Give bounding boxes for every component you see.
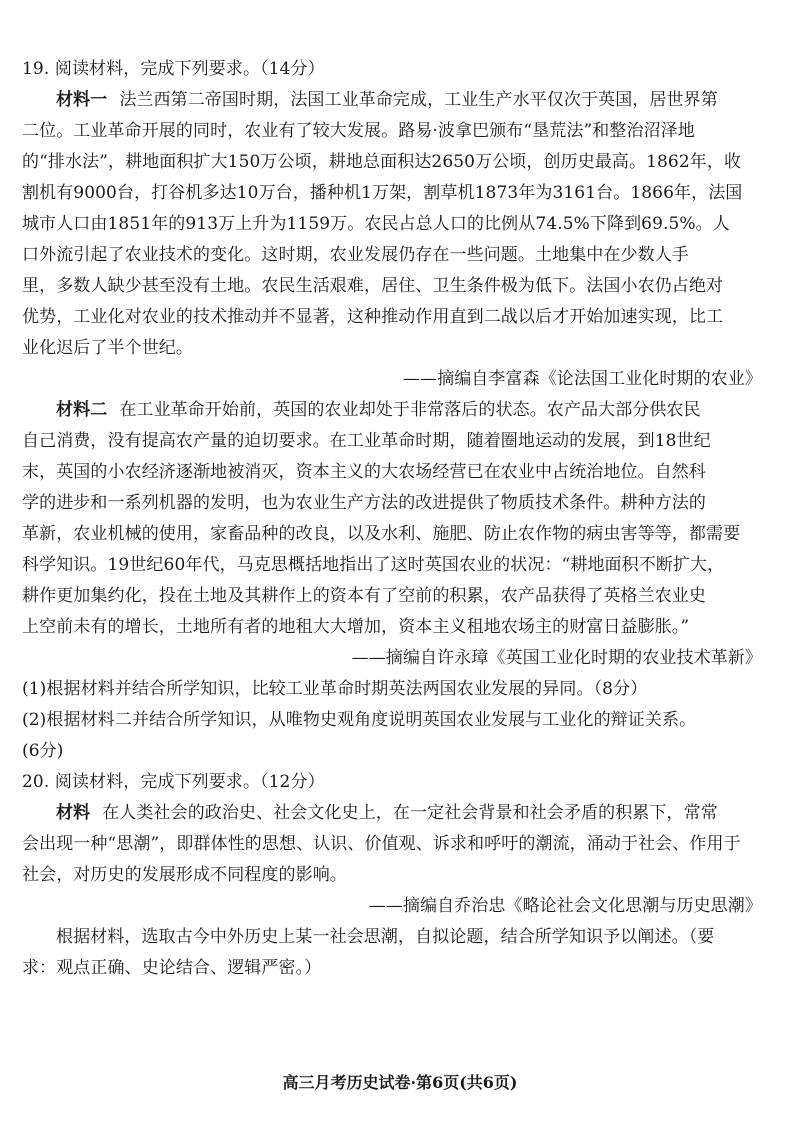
q19-material1-line-3: 的“排水法”，耕地面积扩大150万公顷，耕地总面积达2650万公顷，创历史最高。1862年，收 xyxy=(22,152,742,172)
q19-material1-line-9: 业化迟后了半个世纪。 xyxy=(22,338,193,358)
q20-task-line-2: 求：观点正确、史论结合、逻辑严密。） xyxy=(22,958,322,978)
q20-material-label: 材料 xyxy=(56,803,91,823)
q19-material2-source: ——摘编自许永璋《英国工业化时期的农业技术革新》 xyxy=(351,648,762,668)
q19-material1-line-6: 口外流引起了农业技术的变化。这时期，农业发展仍存在一些问题。土地集中在少数人手 xyxy=(22,245,689,265)
q19-material2-line-6: 科学知识。19世纪60年代，马克思概括地指出了这时英国农业的状况：“耕地面积不断扩大， xyxy=(22,555,725,575)
q19-material1-label: 材料一 xyxy=(56,90,108,110)
q20-material-line-2: 会出现一种“思潮”，即群体性的思想、认识、价值观、诉求和呼吁的潮流，涌动于社会、作用于 xyxy=(22,834,741,854)
q19-subquestion-2-score: (6分) xyxy=(22,741,64,761)
q20-material-source: ——摘编自乔治忠《略论社会文化思潮与历史思潮》 xyxy=(368,896,762,916)
q19-subquestion-1: (1)根据材料并结合所学知识，比较工业革命时期英法两国农业发展的异同。（8分） xyxy=(22,679,648,699)
q19-material1-line-2: 二位。工业革命开展的同时，农业有了较大发展。路易·波拿巴颁布“垦荒法”和整治沼泽地 xyxy=(22,121,695,141)
q19-material1-line-7: 里，多数人缺少甚至没有土地。农民生活艰难，居住、卫生条件极为低下。法国小农仍占绝对 xyxy=(22,276,724,296)
q20-material-line-3: 社会，对历史的发展形成不同程度的影响。 xyxy=(22,865,347,885)
q20-heading: 20. 阅读材料，完成下列要求。（12分） xyxy=(22,772,325,792)
q19-material2-line-7: 耕作更加集约化，投在土地及其耕作上的资本有了空前的积累，农产品获得了英格兰农业史 xyxy=(22,586,706,606)
q19-subquestion-2: (2)根据材料二并结合所学知识，从唯物史观角度说明英国农业发展与工业化的辩证关系。 xyxy=(22,710,697,730)
exam-page xyxy=(22,54,780,984)
q19-material1-line-4: 割机有9000台，打谷机多达10万台，播种机1万架，割草机1873年为3161台。1866年，法国 xyxy=(22,183,743,203)
q20-material-line-1: 材料 在人类社会的政治史、社会文化史上，在一定社会背景和社会矛盾的积累下，常常 xyxy=(56,803,718,823)
q19-material1-line-8: 优势，工业化对农业的技术推动并不显著，这种推动作用直到二战以后才开始加速实现，比工 xyxy=(22,307,724,327)
q19-material2-line-5: 革新，农业机械的使用，家畜品种的改良，以及水利、施肥、防止农作物的病虫害等等，都需要 xyxy=(22,524,741,544)
q19-material2-line-4: 学的进步和一系列机器的发明，也为农业生产方法的改进提供了物质技术条件。耕种方法的 xyxy=(22,493,706,513)
q19-material1-line-1: 材料一 法兰西第二帝国时期，法国工业革命完成，工业生产水平仅次于英国，居世界第 xyxy=(56,90,718,110)
q19-material1-line-5: 城市人口由1851年的913万上升为1159万。农民占总人口的比例从74.5%下降到69.5%。人 xyxy=(22,214,730,234)
q20-task-line-1: 根据材料，选取古今中外历史上某一社会思潮，自拟论题，结合所学知识予以阐述。（要 xyxy=(56,927,715,947)
page-footer: 高三月考历史试卷·第6页(共6页) xyxy=(282,1073,518,1092)
q19-material2-line-8: 上空前未有的增长，土地所有者的地租大大增加，资本主义租地农场主的财富日益膨胀。” xyxy=(22,617,690,637)
q19-material1-source: ——摘编自李富森《论法国工业化时期的农业》 xyxy=(402,369,762,389)
q19-material2-line-1: 材料二 在工业革命开始前，英国的农业却处于非常落后的状态。农产品大部分供农民 xyxy=(56,400,701,420)
q19-material2-line-3: 末，英国的小农经济逐渐地被消灭，资本主义的大农场经营已在农业中占统治地位。自然科 xyxy=(22,462,706,482)
q19-heading: 19. 阅读材料，完成下列要求。（14分） xyxy=(22,59,325,79)
q19-material2-label: 材料二 xyxy=(56,400,108,420)
q19-material2-line-2: 自己消费，没有提高农产量的迫切要求。在工业革命时期，随着圈地运动的发展，到18世纪 xyxy=(22,431,711,451)
